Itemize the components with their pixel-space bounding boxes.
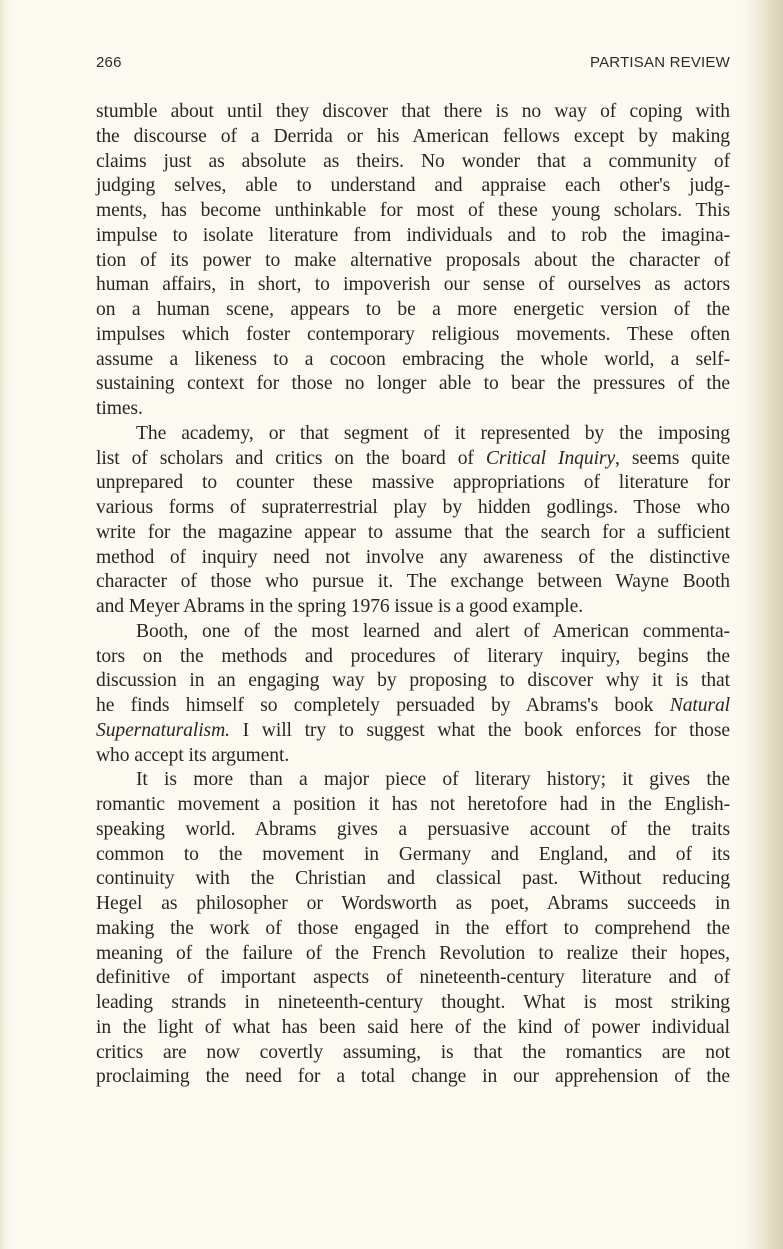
page-gutter-shadow [743,0,783,1249]
text-line: impulses which foster contemporary religious movements. These often [96,323,730,345]
text-line: judging selves, able to understand and appraise each other's judg- [96,175,730,197]
text-line: character of those who pursue it. The exchange between Wayne Booth [96,571,730,593]
text-line: tors on the methods and procedures of literary inquiry, begins the [96,645,730,667]
text-line: the discourse of a Derrida or his American fellows except by making [96,125,730,147]
text-line: proclaiming the need for a total change in our apprehension of the [96,1066,730,1088]
italic-title: Supernaturalism. [96,719,230,741]
journal-title: PARTISAN REVIEW [590,54,730,71]
italic-title: Critical Inquiry [485,447,616,469]
paragraph [96,768,730,1090]
text-line: romantic movement a position it has not heretofore had in the English- [96,794,730,815]
text-line: various forms of supraterrestrial play by hidden godlings. Those who [96,497,730,518]
text-line: continuity with the Christian and classical past. Without reducing [96,868,730,890]
text-line: It is more than a major piece of literary history; it gives the [136,769,730,791]
text-line: write for the magazine appear to assume that the search for a sufficient [96,521,730,543]
text-line: making the work of those engaged in the effort to comprehend the [96,917,730,939]
text-line: stumble about until they discover that there is no way of coping with [96,101,730,122]
page-left-edge [0,0,12,1249]
text-line: ments, has become unthinkable for most of these young scholars. This [96,200,730,221]
text-line: discussion in an engaging way by proposing to discover why it is that [96,670,730,692]
text-line: speaking world. Abrams gives a persuasive account of the traits [96,818,730,840]
text-line: method of inquiry need not involve any awareness of the distinctive [96,546,730,568]
text-line: in the light of what has been said here of the kind of power individual [96,1016,730,1038]
text-line: leading strands in nineteenth-century thought. What is most striking [96,992,730,1013]
text-line: sustaining context for those no longer able to bear the pressures of the [96,373,730,395]
text-line: common to the movement in Germany and England, and of its [96,843,730,865]
running-head [96,54,730,80]
text-line: Booth, one of the most learned and alert of American commenta- [136,620,730,642]
text-line: times. [96,398,143,419]
text-line: unprepared to counter these massive appropriations of literature for [96,472,730,494]
text-line: and Meyer Abrams in the spring 1976 issue is a good example. [96,596,584,617]
text-line: human affairs, in short, to impoverish our sense of ourselves as actors [96,274,730,296]
text-line: Supernaturalism. I will try to suggest what the book enforces for those [96,719,730,741]
text-line: impulse to isolate literature from individuals and to rob the imagina- [96,224,730,246]
text-line: tion of its power to make alternative proposals about the character of [96,249,730,271]
text-line: on a human scene, appears to be a more energetic version of the [96,299,730,320]
italic-title: Natural [669,695,730,716]
paragraph [96,422,730,620]
document-page [96,54,730,1090]
text-line: claims just as absolute as theirs. No wonder that a community of [96,150,730,172]
text-line: definitive of important aspects of nineteenth-century literature and of [96,967,730,989]
paragraph [96,100,730,422]
paragraph [96,620,730,769]
body-text [96,100,730,1090]
text-line: meaning of the failure of the French Revolution to realize their hopes, [96,942,730,964]
page-number: 266 [96,54,122,71]
text-line: The academy, or that segment of it represented by the imposing [136,422,730,444]
text-line: assume a likeness to a cocoon embracing the whole world, a self- [96,348,730,370]
text-line: critics are now covertly assuming, is that the romantics are not [96,1041,730,1063]
text-line: who accept its argument. [96,744,290,766]
text-line: list of scholars and critics on the board of Critical Inquiry, seems quite [96,447,730,469]
text-line: he finds himself so completely persuaded by Abrams's book Natural [96,695,730,716]
text-line: Hegel as philosopher or Wordsworth as poet, Abrams succeeds in [96,893,730,914]
